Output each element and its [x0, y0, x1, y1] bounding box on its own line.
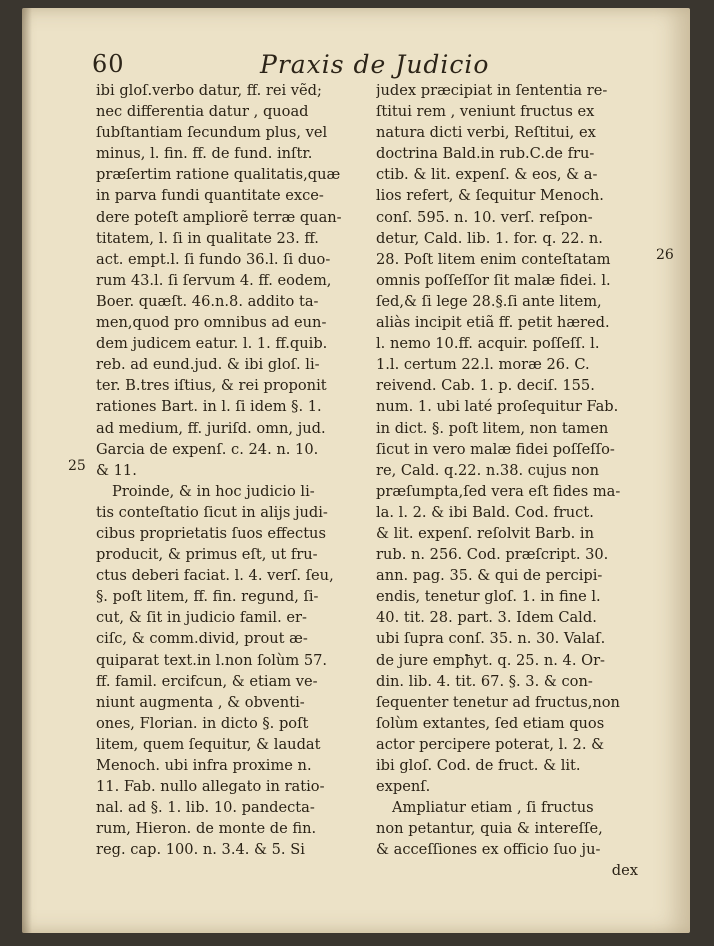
text-line: Garcia de expenſ. c. 24. n. 10. — [96, 440, 319, 458]
text-line: expenſ. — [376, 778, 431, 796]
text-line: rum, Hieron. de monte de fin. — [96, 820, 317, 838]
text-line: ſtitui rem , veniunt fructus ex — [376, 103, 595, 121]
text-line: ciſc, & comm.divid, prout æ- — [96, 630, 308, 648]
text-line: reg. cap. 100. n. 3.4. & 5. Si — [96, 841, 305, 859]
text-line: minus, l. fin. ff. de fund. inſtr. — [96, 145, 313, 163]
text-line: dere poteſt ampliorẽ terræ quan- — [96, 208, 342, 226]
text-line: din. lib. 4. tit. 67. §. 3. & con- — [376, 672, 593, 690]
text-line: ibi gloſ.verbo datur, ff. rei vẽd; — [96, 82, 322, 99]
text-line: ones, Florian. in dicto §. poſt — [96, 714, 309, 732]
text-line: act. empt.l. ſi fundo 36.l. ſi duo- — [96, 250, 331, 268]
text-line: ubi ſupra conſ. 35. n. 30. Valaſ. — [376, 630, 606, 648]
text-line: endis, tenetur gloſ. 1. in fine l. — [376, 588, 601, 606]
text-line: tis conteſtatio ſicut in alijs judi- — [96, 503, 328, 521]
right-column — [376, 80, 646, 882]
text-line: & acceſſiones ex officio ſuo ju- — [376, 841, 601, 859]
text-line: Proinde, & in hoc judicio li- — [112, 482, 315, 500]
text-line: titatem, l. ſi in qualitate 23. ff. — [96, 229, 319, 247]
text-line: litem, quem ſequitur, & laudat — [96, 735, 321, 753]
text-line: in dict. §. poſt litem, non tamen — [376, 419, 609, 437]
text-line: rub. n. 256. Cod. præſcript. 30. — [376, 546, 609, 564]
text-line: in parva fundi quantitate exce- — [96, 187, 324, 205]
text-line: lios refert, & ſequitur Menoch. — [376, 187, 604, 205]
text-line: re, Cald. q.22. n.38. cujus non — [376, 461, 599, 479]
text-line: nal. ad §. 1. lib. 10. pandecta- — [96, 799, 315, 817]
text-line: Boer. quæſt. 46.n.8. addito ta- — [96, 292, 319, 310]
text-line: l. nemo 10.ff. acquir. poſſeſſ. l. — [376, 335, 600, 353]
text-line: 1.l. certum 22.l. moræ 26. C. — [376, 356, 590, 374]
text-line: reb. ad eund.jud. & ibi gloſ. li- — [96, 356, 320, 374]
text-line: rationes Bart. in l. ſi idem §. 1. — [96, 398, 322, 416]
text-line: natura dicti verbi, Reſtitui, ex — [376, 124, 596, 142]
text-line: ann. pag. 35. & qui de percipi- — [376, 567, 603, 585]
text-line: ſed,& ſi lege 28.§.ſi ante litem, — [376, 292, 602, 310]
text-line: non petantur, quia & intereſſe, — [376, 820, 603, 838]
running-title: Praxis de Judicio — [260, 50, 490, 79]
spine-shadow — [22, 8, 32, 933]
left-column — [96, 80, 368, 860]
margin-number-right: 26 — [656, 247, 674, 263]
text-line: doctrina Bald.in rub.C.de fru- — [376, 145, 595, 163]
text-line: ctus deberi faciat. l. 4. verſ. ſeu, — [96, 567, 334, 585]
text-line: & lit. expenſ. reſolvit Barb. in — [376, 524, 595, 542]
text-line: Menoch. ubi infra proxime n. — [96, 757, 312, 774]
text-line: num. 1. ubi laté proſequitur Fab. — [376, 398, 619, 416]
text-line: præſertim ratione qualitatis,quæ — [96, 166, 341, 184]
margin-number-left: 25 — [68, 458, 86, 474]
text-line: ad medium, ff. juriſd. omn, jud. — [96, 419, 326, 437]
text-line: dex — [611, 862, 638, 880]
text-line: ff. famil. ercifcun, & etiam ve- — [96, 672, 318, 690]
text-line: actor percipere poterat, l. 2. & — [376, 735, 605, 753]
text-line: præſumpta,ſed vera eſt fides ma- — [376, 482, 621, 500]
text-line: ſubſtantiam ſecundum plus, vel — [96, 124, 328, 142]
text-line: Ampliatur etiam , ſi fructus — [392, 799, 594, 817]
text-line: ſicut in vero malæ fidei poſſeſſo- — [376, 440, 615, 458]
text-line: ter. B.tres iſtius, & rei proponit — [96, 377, 327, 395]
text-line: cut, & ſit in judicio famil. er- — [96, 609, 307, 627]
text-line: de jure empħyt. q. 25. n. 4. Or- — [376, 651, 605, 669]
text-line: ibi gloſ. Cod. de fruct. & lit. — [376, 757, 581, 774]
text-line: §. poſt litem, ff. fin. regund, ſi- — [96, 588, 319, 606]
text-line: ctib. & lit. expenſ. & eos, & a- — [376, 166, 598, 184]
text-line: rum 43.l. ſi ſervum 4. ff. eodem, — [96, 271, 332, 289]
text-line: conſ. 595. n. 10. verſ. reſpon- — [376, 208, 593, 226]
text-line: 11. Fab. nullo allegato in ratio- — [96, 778, 325, 796]
text-line: aliàs incipit etiã ff. petit hæred. — [376, 314, 610, 332]
text-line: quiparat text.in l.non ſolùm 57. — [96, 651, 328, 669]
text-line: reivend. Cab. 1. p. deciſ. 155. — [376, 377, 595, 395]
text-line: producit, & primus eſt, ut fru- — [96, 546, 318, 564]
text-line: dem judicem eatur. l. 1. ff.quib. — [96, 335, 328, 353]
text-line: men,quod pro omnibus ad eun- — [96, 314, 327, 332]
text-line: ſequenter tenetur ad fructus,non — [376, 693, 620, 711]
text-line: ſolùm extantes, ſed etiam quos — [376, 714, 605, 732]
page-header — [92, 50, 562, 84]
text-line: & 11. — [96, 461, 137, 479]
text-line: niunt augmenta , & obventi- — [96, 693, 305, 711]
text-line: nec differentia datur , quoad — [96, 103, 309, 121]
text-line: omnis poſſeſſor ſit malæ fidei. l. — [376, 271, 611, 289]
text-line: 28. Poſt litem enim conteſtatam — [376, 250, 611, 268]
page-number: 60 — [92, 50, 125, 78]
text-line: la. l. 2. & ibi Bald. Cod. fruct. — [376, 503, 594, 521]
text-line: cibus proprietatis ſuos effectus — [96, 524, 326, 542]
text-line: judex præcipiat in ſententia re- — [376, 82, 608, 99]
text-line: 40. tit. 28. part. 3. Idem Cald. — [376, 609, 597, 627]
text-line: detur, Cald. lib. 1. for. q. 22. n. — [376, 229, 603, 247]
